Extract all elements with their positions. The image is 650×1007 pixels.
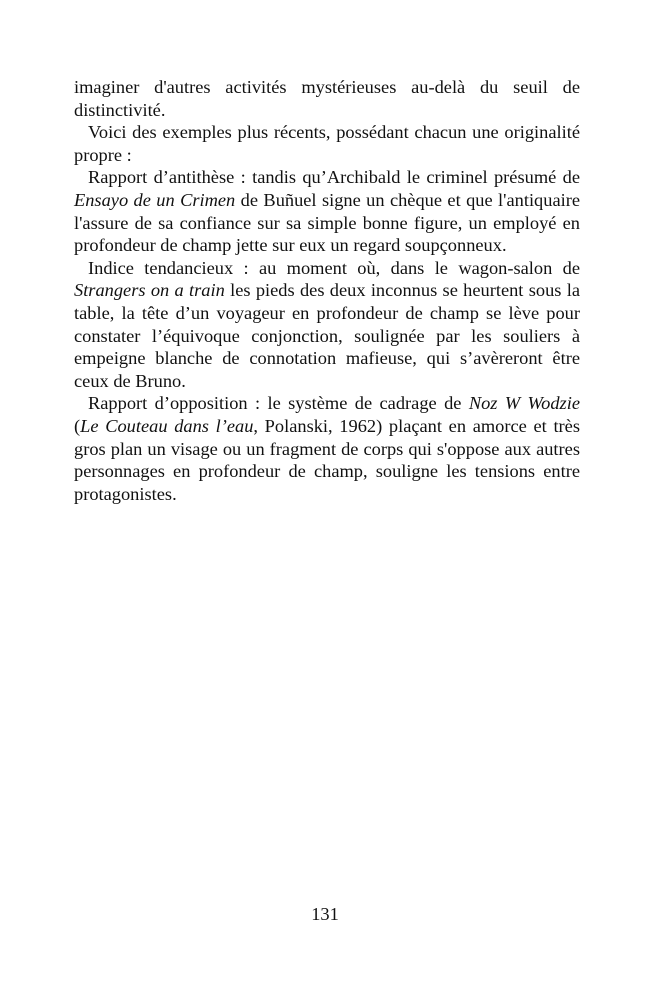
paragraph-text: Voici des exemples plus récents, possédant chacun une originalité propre : xyxy=(74,122,580,165)
film-title: Ensayo de un Crimen xyxy=(74,189,236,210)
paragraph-text: de Buñuel signe un chèque et que l'antiquaire l'assure de sa confiance sur sa simple bonne figure, un employé en profondeur de champ jette sur eux un regard soupçonneux. xyxy=(74,189,580,256)
paragraph-text: Indice tendancieux : au moment où, dans le wagon-salon de xyxy=(88,257,580,278)
paragraph-text: ( xyxy=(74,415,81,436)
film-title: Noz W Wodzie xyxy=(468,393,580,414)
paragraph-opposition xyxy=(74,392,580,505)
paragraph-indice xyxy=(74,257,580,393)
paragraph-text: , Polanski, 1962) plaçant en amorce et très gros plan un visage ou un fragment de corps qui s'oppose aux autres personnages en profondeur de champ, souligne les tensions entre protagonistes. xyxy=(74,415,580,504)
page-number: 131 xyxy=(311,904,339,924)
paragraph-text: Rapport d’opposition : le système de cadrage de xyxy=(88,393,469,414)
paragraph-antithese xyxy=(74,166,580,256)
paragraph-text: imaginer d'autres activités mystérieuses au-delà du seuil de distinctivité. xyxy=(74,77,580,120)
paragraph-text: les pieds des deux inconnus se heurtent sous la table, la tête d’un voyageur en profondeur de champ se lève pour constater l’équivoque conjonction, soulignée par les souliers à empeigne blanche de connotation mafieuse, qui s’avèreront être ceux de Bruno. xyxy=(74,280,580,391)
paragraph-continuation xyxy=(74,76,580,121)
paragraph-text: Rapport d’antithèse : tandis qu’Archibald le criminel présumé de xyxy=(88,167,580,188)
film-title: Strangers on a train xyxy=(74,280,225,301)
paragraph-examples-intro xyxy=(74,121,580,166)
film-title: Le Couteau dans l’eau xyxy=(80,415,254,436)
page-body xyxy=(74,76,580,505)
